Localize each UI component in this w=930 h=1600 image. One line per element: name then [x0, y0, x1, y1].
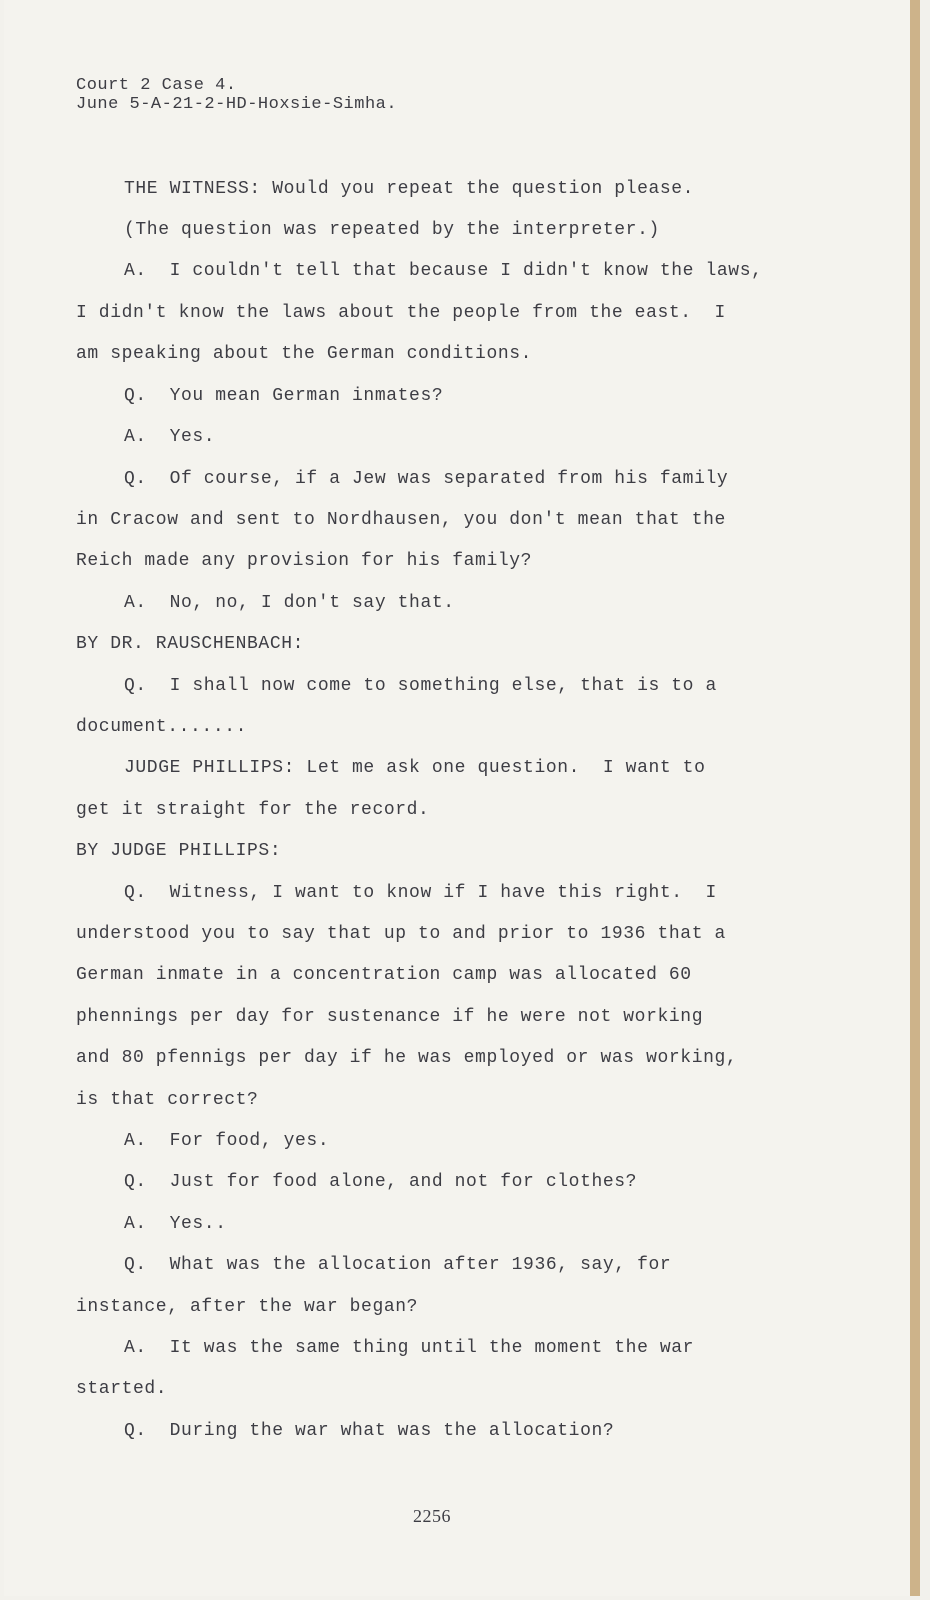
transcript-line: instance, after the war began? — [76, 1297, 419, 1317]
transcript-line: started. — [76, 1379, 168, 1399]
transcript-line: A. Yes.. — [124, 1214, 227, 1234]
transcript-line: A. No, no, I don't say that. — [124, 593, 455, 613]
transcript-line: A. For food, yes. — [124, 1131, 330, 1151]
transcript-line: Q. Just for food alone, and not for clothes? — [124, 1172, 638, 1192]
transcript-line: in Cracow and sent to Nordhausen, you don't mean that the — [76, 510, 726, 530]
header-date-code: June 5-A-21-2-HD-Hoxsie-Simha. — [76, 95, 398, 114]
transcript-line: Q. Of course, if a Jew was separated from his family — [124, 469, 729, 489]
page-number: 2256 — [413, 1506, 451, 1526]
transcript-line: am speaking about the German conditions. — [76, 344, 533, 364]
transcript-line: JUDGE PHILLIPS: Let me ask one question. I want to — [124, 758, 706, 778]
transcript-line: BY DR. RAUSCHENBACH: — [76, 634, 305, 654]
transcript-line: A. I couldn't tell that because I didn't know the laws, — [124, 261, 763, 281]
transcript-line: A. Yes. — [124, 427, 216, 447]
transcript-line: phennings per day for sustenance if he were not working — [76, 1007, 704, 1027]
transcript-line: Q. I shall now come to something else, that is to a — [124, 676, 717, 696]
transcript-line: get it straight for the record. — [76, 800, 430, 820]
transcript-line: Q. What was the allocation after 1936, say, for — [124, 1255, 672, 1275]
transcript-line: and 80 pfennigs per day if he was employed or was working, — [76, 1048, 738, 1068]
transcript-line: I didn't know the laws about the people from the east. I — [76, 303, 726, 323]
transcript-line: THE WITNESS: Would you repeat the question please. — [124, 179, 695, 199]
transcript-line: (The question was repeated by the interpreter.) — [124, 220, 660, 240]
transcript-line: Q. During the war what was the allocation? — [124, 1421, 615, 1441]
header-court-case: Court 2 Case 4. — [76, 76, 237, 95]
transcript-line: Q. You mean German inmates? — [124, 386, 444, 406]
transcript-line: Reich made any provision for his family? — [76, 551, 533, 571]
transcript-line: BY JUDGE PHILLIPS: — [76, 841, 282, 861]
document-page — [4, 0, 920, 1596]
case-header — [76, 76, 397, 114]
transcript-line: document....... — [76, 717, 248, 737]
transcript-line: A. It was the same thing until the moment the war — [124, 1338, 695, 1358]
transcript-line: is that correct? — [76, 1090, 259, 1110]
transcript-line: Q. Witness, I want to know if I have this right. I — [124, 883, 717, 903]
transcript-line: understood you to say that up to and prior to 1936 that a — [76, 924, 726, 944]
transcript-line: German inmate in a concentration camp was allocated 60 — [76, 965, 692, 985]
